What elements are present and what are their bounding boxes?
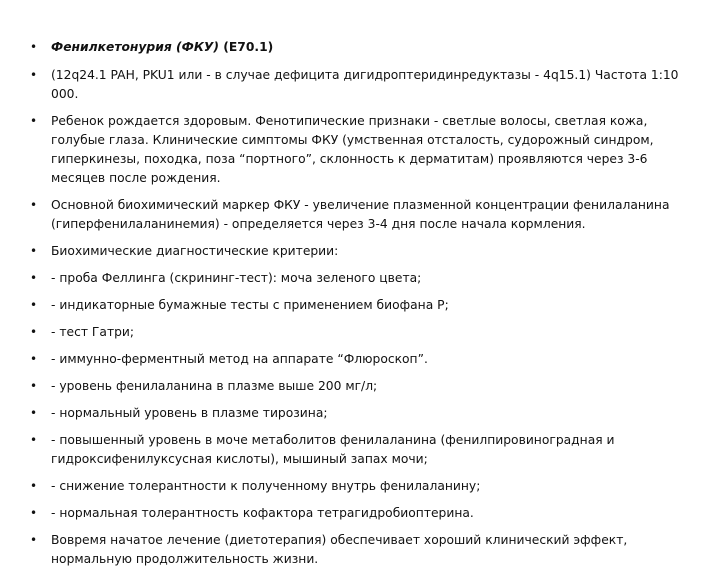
list-item [30,377,696,396]
item-text: (12q24.1 PAH, PKU1 или - в случае дефицита дигидроптеридинредуктазы - 4q15.1) Частота 1:10 000. [51,68,679,101]
item-text: - индикаторные бумажные тесты с применением биофана P; [51,298,449,312]
bullet-icon: • [30,533,38,547]
item-text: Биохимические диагностические критерии: [51,244,339,258]
item-text: - иммунно-ферментный метод на аппарате “Флюроскоп”. [51,352,428,366]
item-text: Вовремя начатое лечение (диетотерапия) обеспечивает хороший клинический эффект, нормальную продолжительность жизни. [51,533,628,566]
list-item [30,296,696,315]
list-item [30,404,696,423]
list-item [30,196,696,234]
item-text: - проба Феллинга (скрининг-тест): моча зеленого цвета; [51,271,422,285]
list-item [30,531,696,569]
item-text: - повышенный уровень в моче метаболитов фенилаланина (фенилпировиноградная и гидроксифенилуксусная кислоты), мышиный запах мочи; [51,433,615,466]
list-item [30,112,696,188]
disease-name: Фенилкетонурия (ФКУ) [51,40,219,54]
item-text: Основной биохимический маркер ФКУ - увеличение плазменной концентрации фенилаланина (гиперфенилаланинемия) - определяется через 3-4 дня после начала кормления. [51,198,670,231]
bullet-icon: • [30,406,38,420]
item-text: - тест Гатри; [51,325,135,339]
bullet-icon: • [30,506,38,520]
bullet-icon: • [30,433,38,447]
item-text: - уровень фенилаланина в плазме выше 200 мг/л; [51,379,378,393]
list-item [30,350,696,369]
bullet-icon: • [30,198,38,212]
item-text: - нормальная толерантность кофактора тетрагидробиоптерина. [51,506,474,520]
bullet-icon: • [30,40,38,54]
disease-code: (E70.1) [219,40,274,54]
bullet-icon: • [30,352,38,366]
item-text: - снижение толерантности к полученному внутрь фенилаланину; [51,479,481,493]
list-item [30,477,696,496]
bullet-icon: • [30,114,38,128]
item-text: - нормальный уровень в плазме тирозина; [51,406,328,420]
bullet-list [30,38,696,569]
bullet-icon: • [30,325,38,339]
bullet-icon: • [30,244,38,258]
list-item-title [30,38,696,57]
list-item [30,66,696,104]
list-item [30,504,696,523]
bullet-icon: • [30,68,38,82]
list-item [30,269,696,288]
bullet-icon: • [30,298,38,312]
item-text: Ребенок рождается здоровым. Фенотипические признаки - светлые волосы, светлая кожа, голубые глаза. Клинические симптомы ФКУ (умственная отсталость, судорожный синдром, гиперкинезы, походка, поза “портного”, склонность к дерматитам) проявляются через 3-6 месяцев после рождения. [51,114,654,185]
bullet-icon: • [30,379,38,393]
bullet-icon: • [30,271,38,285]
list-item [30,242,696,261]
list-item [30,431,696,469]
bullet-icon: • [30,479,38,493]
list-item [30,323,696,342]
